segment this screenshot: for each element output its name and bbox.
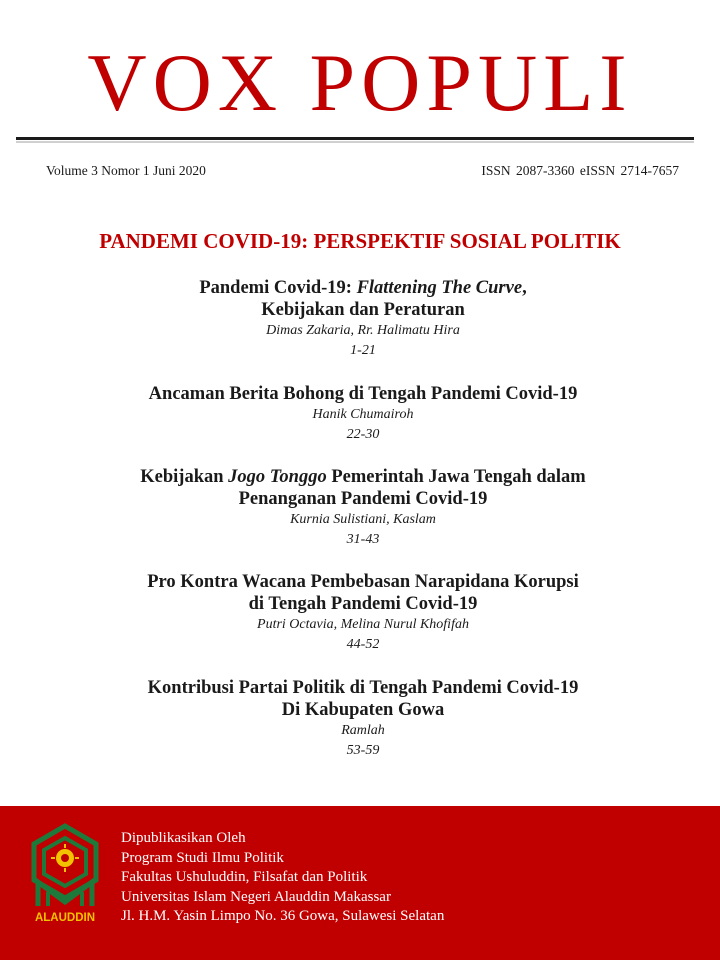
university-logo bbox=[24, 822, 106, 932]
article-title-line2: Di Kabupaten Gowa bbox=[281, 700, 445, 720]
article-title-line2: di Tengah Pandemi Covid-19 bbox=[248, 594, 478, 614]
header-rule bbox=[16, 137, 694, 140]
article-title bbox=[0, 466, 720, 488]
publisher-info bbox=[121, 829, 444, 927]
publisher-line: Universitas Islam Negeri Alauddin Makassar bbox=[121, 888, 391, 905]
article-title: Pro Kontra Wacana Pembebasan Narapidana Korupsi bbox=[147, 572, 579, 592]
volume-info: Volume 3 Nomor 1 Juni 2020 bbox=[46, 163, 206, 178]
article-title-italic: Flattening The Curve bbox=[356, 278, 523, 298]
article-title-part: Pemerintah Jawa Tengah dalam bbox=[326, 467, 586, 487]
publisher-footer bbox=[0, 806, 720, 960]
article-title-line2: Penanganan Pandemi Covid-19 bbox=[238, 489, 488, 509]
article-title: Kontribusi Partai Politik di Tengah Pandemi Covid-19 bbox=[147, 678, 579, 698]
article-authors: Ramlah bbox=[341, 723, 385, 738]
article-authors: Kurnia Sulistiani, Kaslam bbox=[290, 512, 436, 527]
publisher-line: Fakultas Ushuluddin, Filsafat dan Politik bbox=[121, 869, 368, 885]
publisher-line: Dipublikasikan Oleh bbox=[121, 830, 246, 846]
publisher-line: Jl. H.M. Yasin Limpo No. 36 Gowa, Sulawesi Selatan bbox=[121, 908, 445, 924]
article-authors: Hanik Chumairoh bbox=[312, 407, 414, 422]
article-title-part: Kebijakan bbox=[140, 467, 229, 487]
article-title: Ancaman Berita Bohong di Tengah Pandemi Covid-19 bbox=[148, 384, 578, 404]
article-5 bbox=[0, 677, 720, 760]
university-emblem-icon bbox=[24, 822, 106, 914]
article-authors: Putri Octavia, Melina Nurul Khofifah bbox=[257, 617, 469, 632]
article-title-italic: Jogo Tonggo bbox=[228, 467, 327, 487]
article-pages: 1-21 bbox=[350, 343, 376, 358]
article-1 bbox=[0, 277, 720, 360]
article-pages: 31-43 bbox=[346, 532, 380, 547]
article-pages: 53-59 bbox=[346, 743, 380, 758]
article-pages: 22-30 bbox=[346, 427, 380, 442]
issn-info: ISSN 2087-3360 eISSN 2714-7657 bbox=[481, 163, 679, 178]
article-authors: Dimas Zakaria, Rr. Halimatu Hira bbox=[266, 323, 460, 338]
article-title-part: , bbox=[522, 278, 527, 298]
journal-title: VOX POPULI bbox=[87, 37, 633, 128]
article-title-part: Pandemi Covid-19: bbox=[199, 278, 357, 298]
header-rule-shadow bbox=[16, 141, 694, 143]
article-3 bbox=[0, 466, 720, 549]
logo-text: ALAUDDIN bbox=[34, 912, 96, 924]
article-title bbox=[0, 277, 720, 299]
article-title-line2: Kebijakan dan Peraturan bbox=[261, 300, 465, 320]
article-4 bbox=[0, 571, 720, 654]
publisher-line: Program Studi Ilmu Politik bbox=[121, 849, 284, 866]
issue-theme: PANDEMI COVID-19: PERSPEKTIF SOSIAL POLITIK bbox=[99, 229, 621, 253]
article-2 bbox=[0, 383, 720, 444]
article-pages: 44-52 bbox=[346, 637, 380, 652]
